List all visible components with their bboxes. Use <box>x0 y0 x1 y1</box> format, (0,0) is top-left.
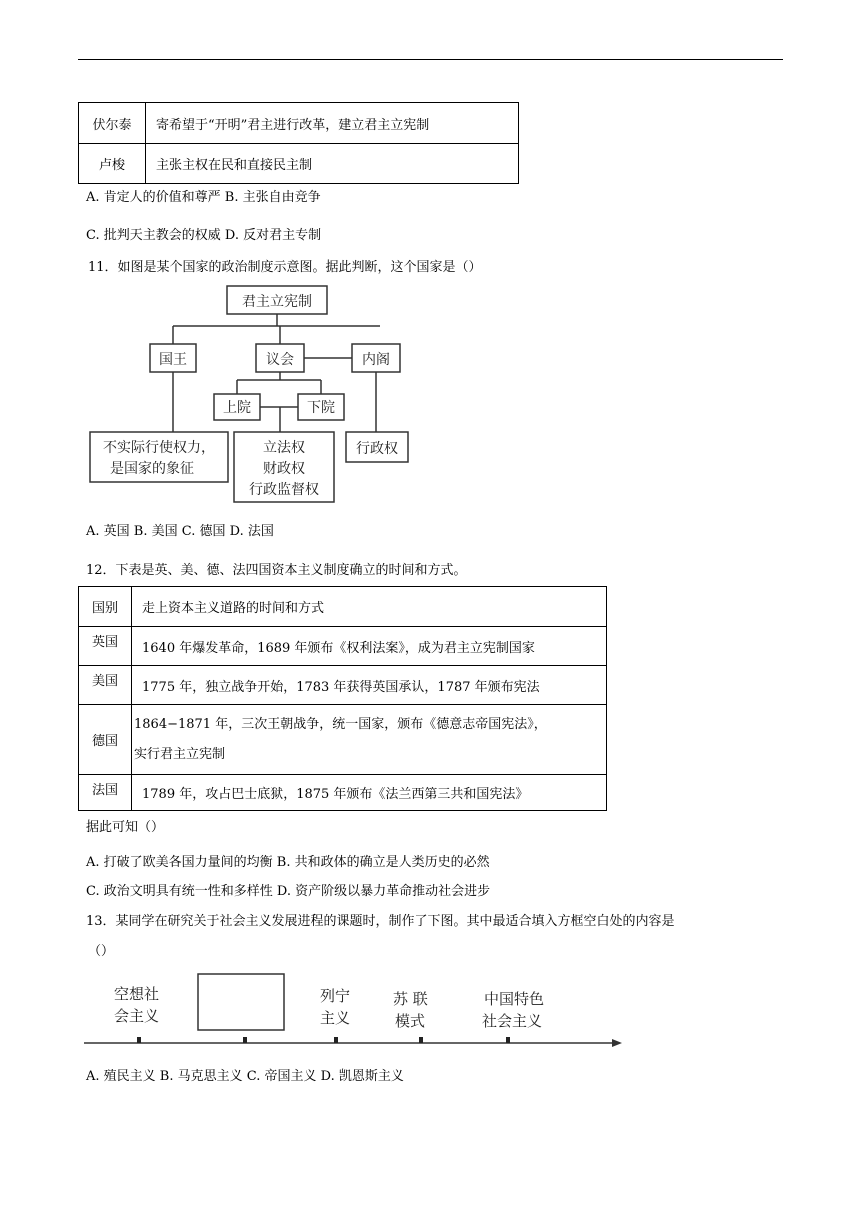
timeline-label-leninism: 主义 <box>320 1009 351 1027</box>
timeline-label-utopian: 会主义 <box>114 1007 160 1025</box>
timeline-label-soviet: 苏 联 <box>393 990 428 1008</box>
table-cell-desc: 1640 年爆发革命，1689 年颁布《权利法案》，成为君主立宪制国家 <box>132 627 607 666</box>
q12-options-1: A. 打破了欧美各国力量间的均衡 B. 共和政体的确立是人类历史的必然 <box>86 855 490 870</box>
diagram-parl-desc: 财政权 <box>263 461 305 477</box>
capitalism-table <box>78 586 607 811</box>
q13-options: A. 殖民主义 B. 马克思主义 C. 帝国主义 D. 凯恩斯主义 <box>86 1069 404 1084</box>
table-row <box>79 103 519 144</box>
table-cell-text: 主张主权在民和直接民主制 <box>146 144 519 184</box>
table-header-desc: 走上资本主义道路的时间和方式 <box>132 587 607 627</box>
timeline-label-utopian: 空想社 <box>114 985 160 1003</box>
table-row <box>79 705 607 775</box>
table-cell-desc: 1789 年，攻占巴士底狱，1875 年颁布《法兰西第三共和国宪法》 <box>132 775 607 811</box>
diagram-lower-label: 下院 <box>307 400 335 416</box>
table-cell-country: 美国 <box>79 666 132 705</box>
q10-options-1: A. 肯定人的价值和尊严 B. 主张自由竞争 <box>86 190 321 205</box>
table-row <box>79 144 519 184</box>
timeline-label-soviet: 模式 <box>395 1012 426 1030</box>
diagram-parl-desc: 行政监督权 <box>249 482 319 498</box>
table-row <box>79 587 607 627</box>
table-cell-desc <box>132 705 607 775</box>
political-system-diagram <box>80 280 420 510</box>
q10-options-2: C. 批判天主教会的权威 D. 反对君主专制 <box>86 228 322 243</box>
timeline-label-chinese: 社会主义 <box>482 1012 543 1030</box>
diagram-parliament-label: 议会 <box>266 352 294 368</box>
q11-options: A. 英国 B. 美国 C. 德国 D. 法国 <box>86 524 274 539</box>
diagram-cabinet-label: 内阁 <box>362 352 390 368</box>
diagram-upper-label: 上院 <box>223 400 251 416</box>
q11-stem: 11．如图是某个国家的政治制度示意图。据此判断，这个国家是（） <box>88 260 482 275</box>
diagram-king-label: 国王 <box>159 352 187 368</box>
diagram-king-desc: 不实际行使权力， <box>103 440 215 456</box>
enlightenment-table <box>78 102 519 184</box>
table-row <box>79 666 607 705</box>
table-cell-text: 寄希望于“开明”君主进行改革，建立君主立宪制 <box>146 103 519 144</box>
blank-box <box>198 974 284 1030</box>
table-cell-country: 德国 <box>79 705 132 775</box>
diagram-parl-desc: 立法权 <box>263 440 305 456</box>
diagram-cabinet-desc: 行政权 <box>356 441 398 457</box>
diagram-king-desc: 是国家的象征 <box>110 461 194 477</box>
diagram-top-label: 君主立宪制 <box>242 294 312 310</box>
socialism-timeline <box>80 966 640 1056</box>
timeline-label-leninism: 列宁 <box>320 987 351 1005</box>
table-cell-desc: 1775 年，独立战争开始，1783 年获得英国承认，1787 年颁布宪法 <box>132 666 607 705</box>
table-cell-name: 伏尔泰 <box>79 103 146 144</box>
table-header-country: 国别 <box>79 587 132 627</box>
q12-stem: 12．下表是英、美、德、法四国资本主义制度确立的时间和方式。 <box>86 563 467 578</box>
q13-stem-2: （） <box>88 944 115 959</box>
table-cell-desc-line: 1864−1871 年，三次王朝战争，统一国家，颁布《德意志帝国宪法》， <box>134 716 547 732</box>
table-cell-name: 卢梭 <box>79 144 146 184</box>
q12-conclusion: 据此可知（） <box>86 820 165 835</box>
table-cell-desc-line: 实行君主立宪制 <box>134 746 226 762</box>
header-rule <box>78 59 783 60</box>
table-row <box>79 775 607 811</box>
table-row <box>79 627 607 666</box>
q12-options-2: C. 政治文明具有统一性和多样性 D. 资产阶级以暴力革命推动社会进步 <box>86 884 491 899</box>
table-cell-country: 英国 <box>79 627 132 666</box>
table-cell-country: 法国 <box>79 775 132 811</box>
q13-stem: 13．某同学在研究关于社会主义发展进程的课题时，制作了下图。其中最适合填入方框空白处的内容是 <box>86 914 675 929</box>
timeline-label-chinese: 中国特色 <box>484 990 545 1008</box>
